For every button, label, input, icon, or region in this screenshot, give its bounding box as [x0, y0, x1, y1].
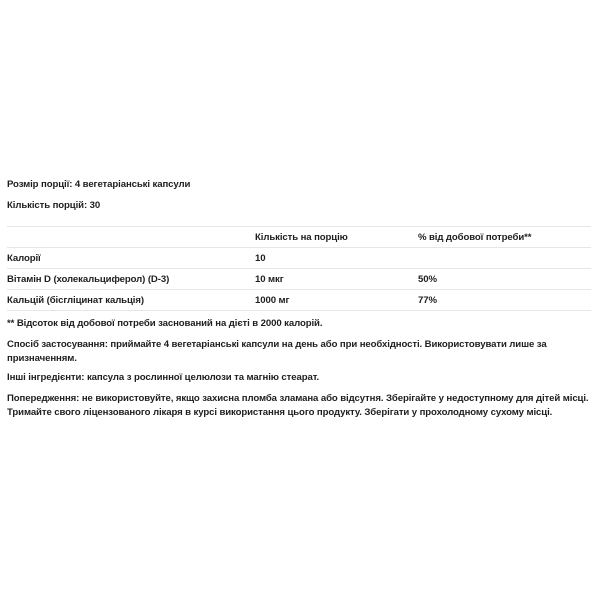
- nutrient-amount: 10 мкг: [255, 269, 418, 290]
- nutrient-name: Кальцій (бісгліцинат кальція): [7, 290, 255, 311]
- warning-line: Тримайте свого ліцензованого лікаря в курсі використання цього продукту. Зберігати у прохолодному сухому місці.: [7, 407, 553, 418]
- nutrient-name: Вітамін D (холекальциферол) (D-3): [7, 269, 255, 290]
- nutrient-dv: [418, 248, 591, 269]
- header-dv: % від добової потреби**: [418, 227, 591, 248]
- other-ingredients: Інші інгредієнти: капсула з рослинної целюлози та магнію стеарат.: [7, 372, 320, 383]
- nutrient-dv: 50%: [418, 269, 591, 290]
- nutrient-name: Калорії: [7, 248, 255, 269]
- nutrient-amount: 10: [255, 248, 418, 269]
- usage: [7, 338, 547, 366]
- warning: [7, 392, 588, 420]
- nutrient-dv: 77%: [418, 290, 591, 311]
- footnote: ** Відсоток від добової потреби заснований на дієті в 2000 калорій.: [7, 318, 323, 329]
- serving-size: Розмір порції: 4 вегетаріанські капсули: [7, 179, 191, 190]
- nutrient-amount: 1000 мг: [255, 290, 418, 311]
- table-row: [7, 248, 591, 269]
- header-amount: Кількість на порцію: [255, 227, 418, 248]
- table-header-row: [7, 227, 591, 248]
- table-row: [7, 290, 591, 311]
- warning-line: Попередження: не використовуйте, якщо захисна пломба зламана або відсутня. Зберігайте у недоступному для дітей місці.: [7, 393, 589, 404]
- usage-line: Спосіб застосування: приймайте 4 вегетаріанські капсули на день або при необхідності. Використовувати лише за: [7, 339, 547, 350]
- servings-count: Кількість порцій: 30: [7, 200, 101, 211]
- table-row: [7, 269, 591, 290]
- usage-line: призначенням.: [7, 353, 77, 364]
- header-name: [7, 227, 255, 248]
- nutrition-table: [7, 226, 591, 311]
